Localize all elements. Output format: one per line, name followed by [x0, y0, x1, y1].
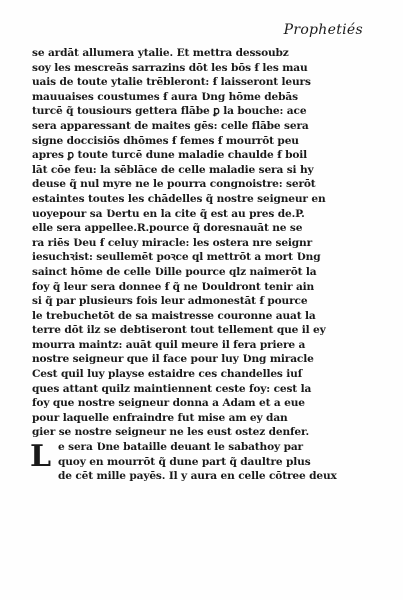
text-line: pour laquelle enfraindre fut mise am ey dan [32, 411, 288, 424]
text-line: lāt cōe feu: la sēblāce de celle maladie sera si hy [32, 163, 314, 176]
text-line: turcē q̃ tousiours gettera flābe ꝑ la bouche: ace [32, 105, 307, 118]
text-line: ques attant quilz maintiennent ceste foy: cest la [32, 382, 312, 395]
text-line: nostre seigneur que il face pour luy Ʋng miracle [32, 353, 314, 366]
text-line: ra riēs Ʋeu ẜ celuy miracle: les ostera nre seignr [32, 236, 313, 249]
text-line: deuse q̃ nul myre ne le pourra congnoistre: serōt [32, 178, 316, 191]
drop-initial: L [30, 439, 52, 475]
text-line: foy que nostre seigneur donna a Adam et a eue [32, 397, 305, 410]
text-line: se ardāt allumera ytalie. Et mettra dessoubz [32, 47, 289, 59]
text-line: mourra maintz: auāt quil meure il fera priere a [32, 338, 306, 351]
text-line: foy q̃ leur sera donnee ẜ q̃ ne Ʋouldront tenir ain [32, 280, 315, 293]
text-line: soy les mescreās sarrazins dōt les bōs ẜ les mau [32, 61, 308, 74]
text-line: sainct hōme de celle Ʋille pource qlz naimerōt la [32, 265, 317, 278]
body-text [32, 46, 372, 484]
text-line: e sera Ʋne bataille deuant le sabathoy par [58, 441, 303, 454]
text-line: mauuaises coustumes ẜ aura Ʋng hōme debās [32, 90, 298, 103]
text-line: sera apparessant de maites gēs: celle flābe sera [32, 119, 309, 132]
text-line: de cēt mille payēs. Il y aura en celle cōtree deux [58, 470, 337, 483]
text-line: uais de toute ytalie trēbleront: ẜ laisseront leurs [32, 76, 311, 89]
text-line: elle sera appellee.R.pource q̃ doresnauāt ne se [32, 222, 303, 235]
text-line: iesuchꝛist: seullemēt poꝛce ql mettrōt a mort Ʋng [32, 251, 321, 264]
text-line: quoy en mourrōt q̃ dune part q̃ daultre plus [58, 455, 311, 468]
text-line: terre dōt ilz se debtiseront tout tellement que il ey [32, 324, 326, 337]
text-line: gier se nostre seigneur ne les eust ostez denfer. [32, 426, 310, 439]
text-line: signe doccisiōs dhōmes ẜ femes ẜ mourrōt peu [32, 134, 299, 147]
text-line: Cest quil luy playse estaidre ces chandelles iuſ [32, 368, 303, 381]
text-line: le trebuchetōt de sa maistresse couronne auat la [32, 309, 316, 322]
paragraph-2 [32, 440, 372, 484]
text-line: uoyepour sa Ʋertu en la cite q̃ est au pres de.P. [32, 207, 305, 220]
page-header: Prophetiés [283, 22, 363, 38]
text-line: apres ꝑ toute turcē dune maladie chaulde ẜ boil [32, 149, 308, 162]
text-line: estaintes toutes les chādelles q̃ nostre seigneur en [32, 192, 326, 205]
paragraph-1 [32, 46, 372, 440]
text-line: si q̃ par plusieurs fois leur admonestāt ẜ pource [32, 295, 308, 308]
